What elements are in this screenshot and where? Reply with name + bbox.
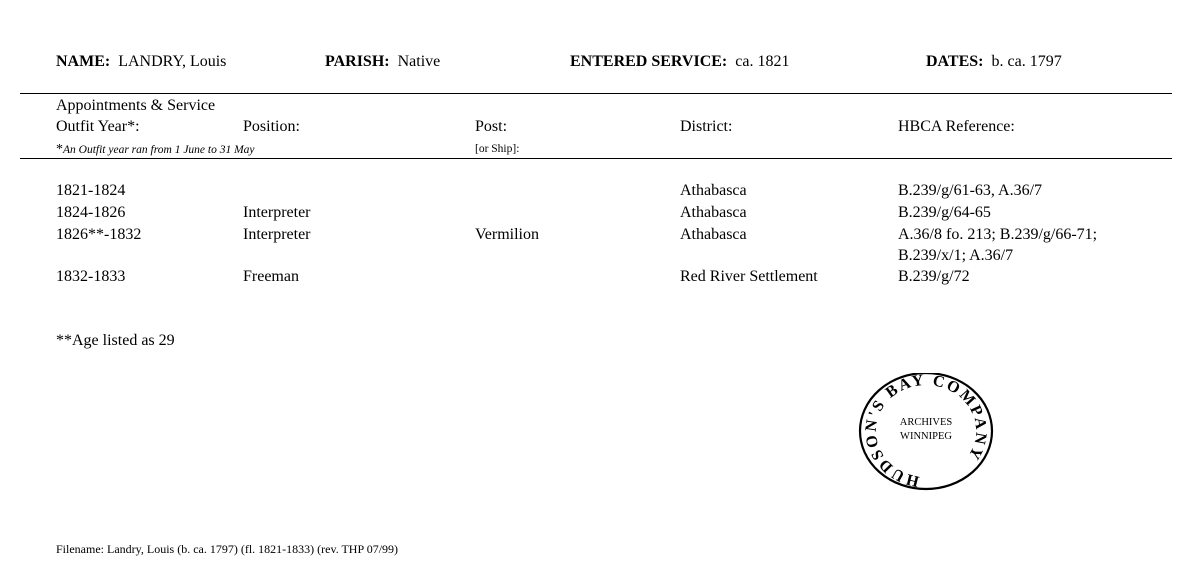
cell-outfit-year: 1821-1824	[56, 182, 126, 199]
cell-hbca-reference: B.239/g/64-65	[898, 204, 991, 221]
cell-district: Athabasca	[680, 182, 747, 199]
cell-district: Red River Settlement	[680, 268, 818, 285]
dates-label: DATES:	[926, 53, 984, 70]
cell-outfit-year: 1824-1826	[56, 204, 126, 221]
parish-field	[325, 53, 440, 71]
name-value: LANDRY, Louis	[118, 53, 227, 70]
col-post: Post:	[475, 118, 508, 135]
parish-label: PARISH:	[325, 53, 390, 70]
col-hbca-reference: HBCA Reference:	[898, 118, 1015, 135]
entered-service-value: ca. 1821	[735, 53, 790, 70]
cell-hbca-reference: A.36/8 fo. 213; B.239/g/66-71;	[898, 226, 1098, 243]
cell-position: Interpreter	[243, 226, 311, 243]
seal-ring-text: HUDSON'S BAY COMPANY	[862, 373, 990, 490]
parish-value: Native	[397, 53, 441, 70]
cell-district: Athabasca	[680, 226, 747, 243]
dates-field	[926, 53, 1062, 71]
top-rule	[20, 93, 1172, 94]
outfit-year-note	[56, 140, 255, 158]
col-outfit-year: Outfit Year*:	[56, 118, 140, 135]
cell-outfit-year: 1832-1833	[56, 268, 126, 285]
dates-value: b. ca. 1797	[991, 53, 1062, 70]
col-district: District:	[680, 118, 733, 135]
name-field	[56, 53, 226, 71]
outfit-note-text: An Outfit year ran from 1 June to 31 May	[63, 144, 255, 156]
footer-filename: Filename: Landry, Louis (b. ca. 1797) (fl. 1821-1833) (rev. THP 07/99)	[56, 542, 399, 556]
cell-hbca-reference: B.239/g/61-63, A.36/7	[898, 182, 1043, 199]
cell-hbca-reference: B.239/g/72	[898, 268, 970, 285]
header-rule	[20, 158, 1172, 159]
cell-position: Interpreter	[243, 204, 311, 221]
age-note: **Age listed as 29	[56, 332, 175, 349]
seal-center-archives: ARCHIVES	[899, 417, 953, 428]
col-position: Position:	[243, 118, 300, 135]
outfit-note-star: *	[56, 142, 63, 157]
section-title: Appointments & Service	[56, 97, 216, 114]
cell-hbca-reference: B.239/x/1; A.36/7	[898, 247, 1014, 264]
cell-post: Vermilion	[475, 226, 539, 243]
name-label: NAME:	[56, 53, 111, 70]
hbc-archives-seal	[855, 373, 997, 495]
entered-service-field	[570, 53, 789, 71]
entered-service-label: ENTERED SERVICE:	[570, 53, 728, 70]
post-note: [or Ship]:	[475, 143, 520, 155]
cell-outfit-year: 1826**-1832	[56, 226, 142, 243]
cell-position: Freeman	[243, 268, 299, 285]
cell-district: Athabasca	[680, 204, 747, 221]
seal-center-winnipeg: WINNIPEG	[900, 431, 952, 442]
